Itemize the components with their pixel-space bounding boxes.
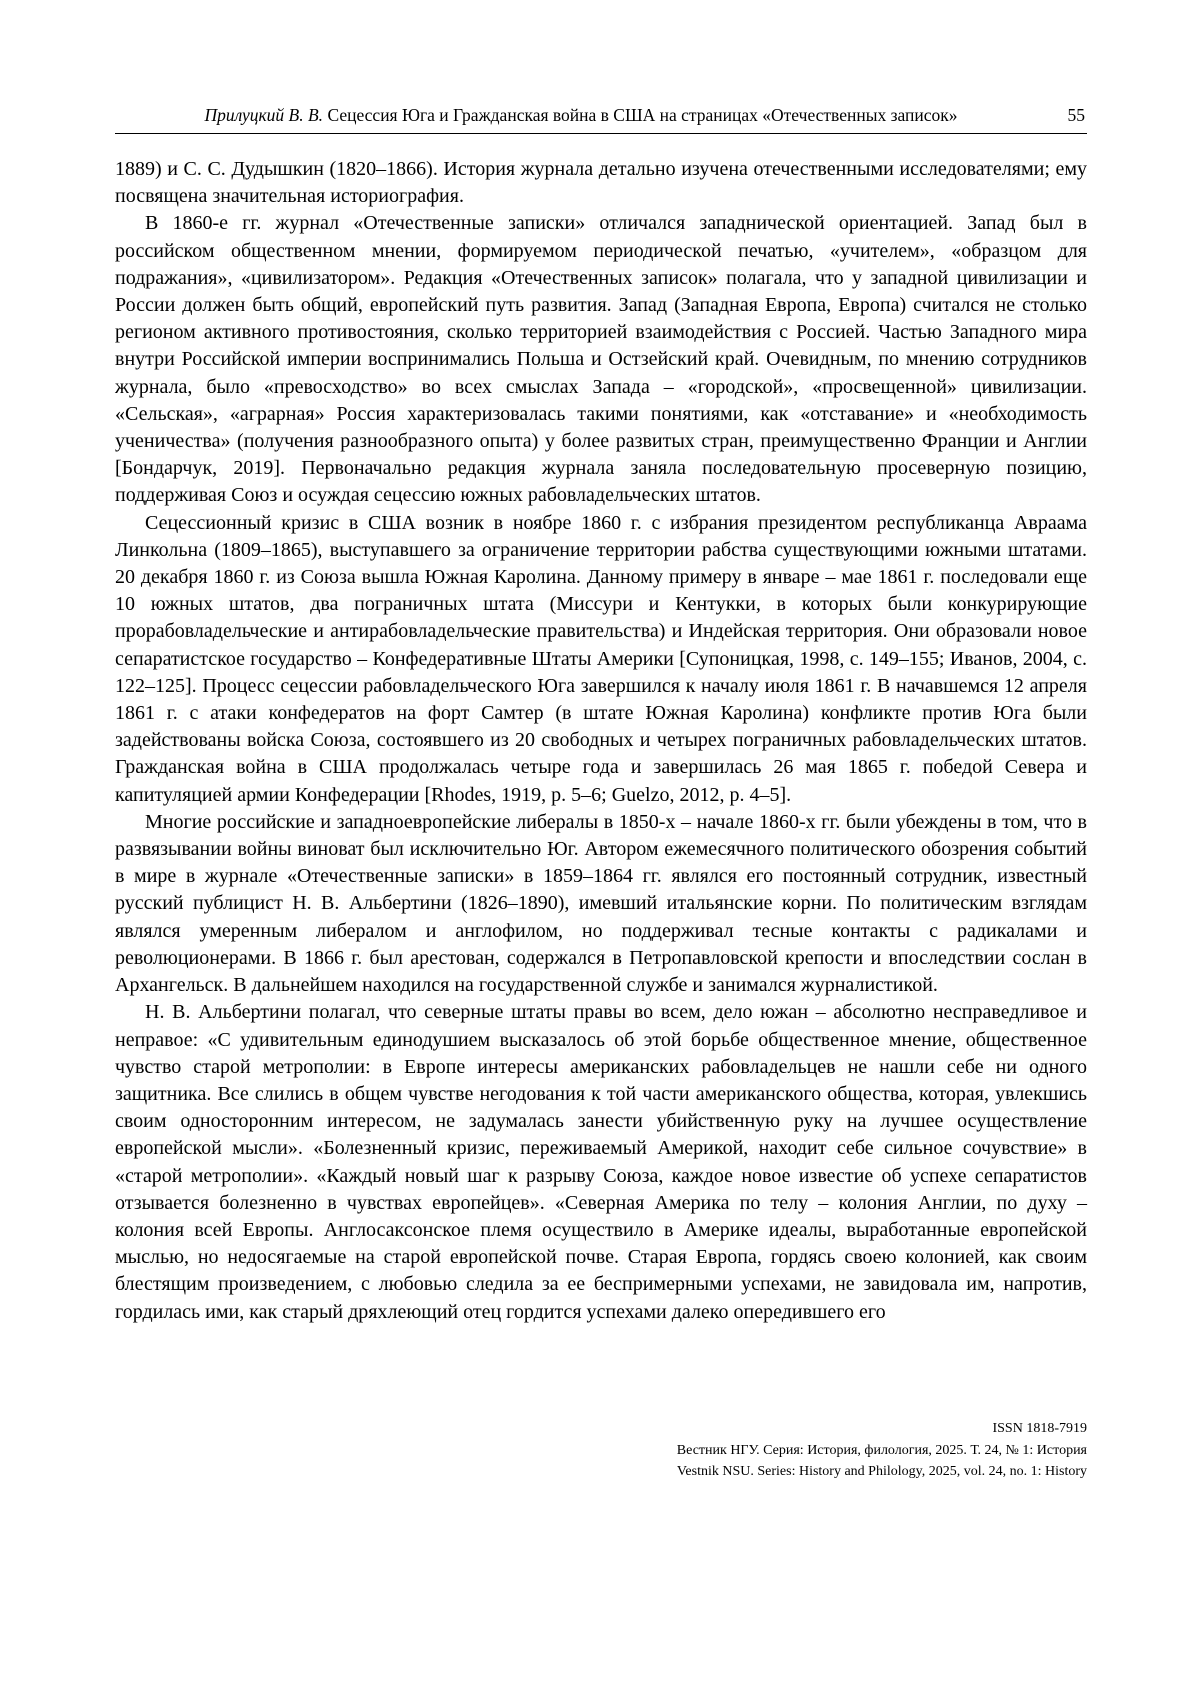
body-paragraph: Сецессионный кризис в США возник в ноябре 1860 г. с избрания президентом республиканца Авраама Линкольна (1809–1865), выступавшего за ограничение территории рабства существующими южными штатами. 20 декабря 1860 г. из Союза вышла Южная Каролина. Данному примеру в январе – мае 1861 г. последовали еще 10 южных штатов, два пограничных штата (Миссури и Кентукки, в которых были конкурирующие прорабовладельческие и антирабовладельческие правительства) и Индейская территория. Они образовали новое сепаратистское государство – Конфедеративные Штаты Америки [Супоницкая, 1998, с. 149–155; Иванов, 2004, с. 122–125]. Процесс сецессии рабовладельческого Юга завершился к началу июля 1861 г. В начавшемся 12 апреля 1861 г. с атаки конфедератов на форт Самтер (в штате Южная Каролина) конфликте против Юга были задействованы войска Союза, состоявшего из 20 свободных и четырех пограничных рабовладельческих штатов. Гражданская война в США продолжалась четыре года и завершилась 26 мая 1865 г. победой Севера и капитуляцией армии Конфедерации [Rhodes, 1919, p. 5–6; Guelzo, 2012, p. 4–5]. <box>115 511 1087 806</box>
running-head <box>115 104 1087 126</box>
footer-journal-ru: Вестник НГУ. Серия: История, филология, 2025. Т. 24, № 1: История <box>676 1442 1087 1458</box>
body-paragraph: Н. В. Альбертини полагал, что северные штаты правы во всем, дело южан – абсолютно несправедливое и неправое: «С удивительным единодушием высказалось об этой борьбе общественное мнение, общественное чувство старой метрополии: в Европе интересы американских рабовладельцев не нашли себе ни одного защитника. Все слились в общем чувстве негодования к той части американского общества, которая, увлекшись своим односторонним интересом, не задумалась занести убийственную руку на лучшее осуществление европейской мысли». «Болезненный кризис, переживаемый Америкой, находит себе сильное сочувствие» в «старой метрополии». «Каждый новый шаг к разрыву Союза, каждое новое известие об успехе сепаратистов отзывается болезненно в чувствах европейцев». «Северная Америка по телу – колония Англии, по духу – колония всей Европы. Англосаксонское племя осуществило в Америке идеалы, выработанные европейской мыслью, но недосягаемые на старой европейской почве. Старая Европа, гордясь своею колонией, как своим блестящим произведением, с любовью следила за ее беспримерными успехами, не завидовала им, напротив, гордилась ими, как старый дряхлеющий отец гордится успехами далеко опередившего его <box>115 1001 1087 1323</box>
body-paragraph: В 1860-е гг. журнал «Отечественные записки» отличался западнической ориентацией. Запад был в российском общественном мнении, формируемом периодической печатью, «учителем», «образцом для подражания», «цивилизатором». Редакция «Отечественных записок» полагала, что у западной цивилизации и России должен быть общий, европейский путь развития. Запад (Западная Европа, Европа) считался не столько регионом активного противостояния, сколько территорией взаимодействия с Россией. Частью Западного мира внутри Российской империи воспринимались Польша и Остзейский край. Очевидным, по мнению сотрудников журнала, было «превосходство» во всех смыслах Запада – «городской», «просвещенной» цивилизации. «Сельская», «аграрная» Россия характеризовалась такими понятиями, как «отставание» и «необходимость ученичества» (получения разнообразного опыта) у более развитых стран, преимущественно Франции и Англии [Бондарчук, 2019]. Первоначально редакция журнала заняла последовательную просеверную позицию, поддерживая Союз и осуждая сецессию южных рабовладельческих штатов. <box>115 212 1087 507</box>
page-footer <box>387 1418 1087 1483</box>
footer-issn: ISSN 1818-7919 <box>992 1421 1087 1436</box>
article-body <box>115 156 1087 1326</box>
header-rule <box>115 133 1087 134</box>
page-number: 55 <box>1067 105 1085 125</box>
running-head-text <box>115 104 1087 126</box>
footer-journal-en: Vestnik NSU. Series: History and Philology, 2025, vol. 24, no. 1: History <box>676 1464 1087 1479</box>
running-head-title: Сецессия Юга и Гражданская война в США на страницах «Отечественных записок» <box>327 105 958 125</box>
body-paragraph: 1889) и С. С. Дудышкин (1820–1866). История журнала детально изучена отечественными исследователями; ему посвящена значительная историография. <box>115 158 1087 208</box>
body-paragraph: Многие российские и западноевропейские либералы в 1850-х – начале 1860-х гг. были убеждены в том, что в развязывании войны виноват был исключительно Юг. Автором ежемесячного политического обозрения событий в мире в журнале «Отечественные записки» в 1859–1864 гг. являлся его постоянный сотрудник, известный русский публицист Н. В. Альбертини (1826–1890), имевший итальянские корни. По политическим взглядам являлся умеренным либералом и англофилом, но поддерживал тесные контакты с радикалами и революционерами. В 1866 г. был арестован, содержался в Петропавловской крепости и впоследствии сослан в Архангельск. В дальнейшем находился на государственной службе и занимался журналистикой. <box>115 810 1087 997</box>
running-head-author: Прилуцкий В. В. <box>204 105 324 125</box>
